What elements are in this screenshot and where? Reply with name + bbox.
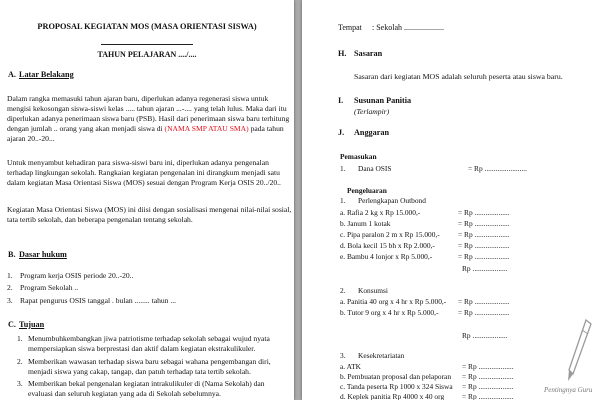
group-1-row-c-label: c. Pipa paralon 2 m x Rp 15.000,- bbox=[340, 230, 440, 239]
group-3-title: Kesekretariatan bbox=[358, 351, 405, 360]
latar-paragraph-1-line-2: mengisi kekosongan siswa-siswi kelas ..... tahun ajaran ...-.... yang telah lulus. Maka dari itu bbox=[7, 104, 287, 113]
group-2-subtotal: Rp ................... bbox=[462, 331, 508, 340]
pengeluaran-title: Pengeluaran bbox=[347, 186, 387, 195]
group-1-row-d-label: d. Bola kecil 15 bh x Rp 2.000,- bbox=[340, 241, 435, 250]
latar-paragraph-2-line-2: terhadap lingkungan sekolah. Rangkaian kegiatan pengenalan ini dirangkum menjadi satu bbox=[7, 168, 280, 177]
dasar-item-3-number: 3. bbox=[7, 296, 13, 305]
group-3-row-b-value: = Rp ................... bbox=[462, 372, 514, 381]
latar-paragraph-3-line-1: Kegiatan Masa Orientasi Siswa (MOS) ini diisi dengan sosialisasi mengenai nilai-nilai sosial, bbox=[7, 205, 292, 214]
section-a-title: Latar Belakang bbox=[19, 70, 74, 79]
group-2-row-a-value: = Rp ................... bbox=[458, 297, 510, 306]
group-3-number: 3. bbox=[340, 351, 346, 360]
dasar-item-3-text: Rapat pengurus OSIS tanggal . bulan ........ tahun ... bbox=[20, 296, 177, 305]
dasar-item-1-text: Program kerja OSIS periode 20..-20.. bbox=[20, 271, 134, 280]
group-3-row-b-label: b. Pembuatan proposal dan pelaporan bbox=[340, 372, 452, 381]
pen-icon bbox=[564, 318, 594, 386]
dasar-item-1-number: 1. bbox=[7, 271, 13, 280]
group-2-row-b-value: = Rp ................... bbox=[458, 308, 510, 317]
group-3-row-a-value: = Rp ................... bbox=[462, 362, 514, 371]
tujuan-item-1-line-2: mempersiapkan siswa berprestasi dan aktif dalam kegiatan ekstrakulikuler. bbox=[28, 344, 256, 353]
tujuan-item-2-number: 2. bbox=[17, 357, 23, 366]
group-1-number: 1. bbox=[340, 196, 346, 205]
group-2-title: Konsumsi bbox=[358, 286, 388, 295]
document-page-left bbox=[0, 0, 294, 400]
group-3-row-a-label: a. ATK bbox=[340, 362, 361, 371]
group-3-row-c-value: = Rp ................... bbox=[462, 382, 514, 391]
group-3-row-c-label: c. Tanda peserta Rp 1000 x 324 Siswa bbox=[340, 382, 453, 391]
group-1-row-d-value: = Rp ................... bbox=[458, 241, 510, 250]
latar-text-after: pada tahun bbox=[250, 124, 284, 133]
group-1-row-e-value: = Rp ................... bbox=[458, 252, 510, 261]
latar-paragraph-1-line-1: Dalam rangka memasuki tahun ajaran baru, diperlukan adanya regenerasi siswa untuk bbox=[7, 94, 269, 103]
section-i-number: I. bbox=[338, 96, 344, 105]
group-1-row-b-label: b. Janum 1 kotak bbox=[340, 219, 391, 228]
pemasukan-row-1-value: = Rp ....................... bbox=[468, 164, 527, 173]
latar-paragraph-1-line-5: ajaran 20..-20... bbox=[7, 134, 55, 143]
section-j-number: J. bbox=[338, 128, 345, 137]
dasar-item-2-number: 2. bbox=[7, 283, 13, 292]
group-1-row-a-label: a. Rafia 2 kg x Rp 15.000,- bbox=[340, 208, 421, 217]
pemasukan-row-1-number: 1. bbox=[340, 164, 346, 173]
group-1-row-b-value: = Rp ................... bbox=[458, 219, 510, 228]
proposal-subtitle: TAHUN PELAJARAN ..../.... bbox=[97, 50, 197, 59]
group-2-row-a-label: a. Panitia 40 org x 4 hr x Rp 5.000,- bbox=[340, 297, 447, 306]
section-a-number: A. bbox=[8, 70, 16, 79]
title-rule bbox=[101, 44, 193, 45]
tujuan-item-1-number: 1. bbox=[17, 334, 23, 343]
section-c-title: Tujuan bbox=[19, 320, 45, 329]
tujuan-item-3-number: 3. bbox=[17, 379, 23, 388]
group-3-row-d-label: d. Keplek panitia Rp 4000 x 40 org bbox=[340, 392, 445, 400]
group-1-row-a-value: = Rp ................... bbox=[458, 208, 510, 217]
section-h-number: H. bbox=[338, 49, 347, 58]
section-j-title: Anggaran bbox=[354, 128, 390, 137]
group-1-row-e-label: e. Bambu 4 lonjor x Rp 5.000,- bbox=[340, 252, 433, 261]
document-page-right bbox=[302, 0, 600, 400]
latar-text: dengan jumlah .. orang yang akan menjadi siswa di bbox=[7, 124, 163, 133]
latar-paragraph-1-line-3: diperlukan adanya penerimaan siswa baru (PSB). Hasil dari penerimaan siswa baru terhitung bbox=[7, 114, 290, 123]
pemasukan-row-1-label: Dana OSIS bbox=[358, 164, 392, 173]
latar-paragraph-2-line-3: dalam kegiatan Masa Orientasi Siswa (MOS) sesuai dengan Program Kerja OSIS 20../20.. bbox=[7, 178, 281, 187]
group-2-row-b-label: b. Tutor 9 org x 4 hr x Rp 5.000,- bbox=[340, 308, 439, 317]
latar-paragraph-2-line-1: Untuk menyambut kehadiran para siswa-siswi baru ini, diperlukan adanya pengenalan bbox=[7, 158, 269, 167]
susunan-note: (Terlampir) bbox=[354, 107, 390, 116]
section-b-title: Dasar hukum bbox=[19, 250, 67, 259]
tempat-label: Tempat bbox=[338, 23, 362, 32]
tujuan-item-3-line-1: Memberikan bekal pengenalan kegiatan intrakulikuler di (Nama Sekolah) dan bbox=[28, 379, 265, 388]
tujuan-item-3-line-2: evaluasi dan seluruh kegiatan yang ada di Sekolah sebelumnya. bbox=[28, 389, 221, 398]
group-3-row-d-value: = Rp ................... bbox=[462, 392, 514, 400]
section-c-number: C. bbox=[8, 320, 16, 329]
section-i-title: Susunan Panitia bbox=[354, 96, 412, 105]
school-name-placeholder: (NAMA SMP ATAU SMA) bbox=[164, 124, 249, 133]
sasaran-text: Sasaran dari kegiatan MOS adalah seluruh peserta atau siswa baru. bbox=[354, 72, 563, 81]
group-2-number: 2. bbox=[340, 286, 346, 295]
tempat-value: : Sekolah .................... bbox=[372, 23, 444, 32]
watermark-text: Pentingnya Guru bbox=[544, 386, 593, 394]
section-b-number: B. bbox=[8, 250, 16, 259]
tujuan-item-2-line-1: Memberikan wawasan terhadap siswa baru sebagai wahana pengembangan diri, bbox=[28, 357, 271, 366]
section-h-title: Sasaran bbox=[354, 49, 383, 58]
group-1-subtotal: Rp ................... bbox=[462, 264, 508, 273]
pemasukan-title: Pemasukan bbox=[340, 152, 377, 161]
group-1-title: Perlengkapan Outbond bbox=[358, 196, 426, 205]
tujuan-item-1-line-1: Menumbuhkembangkan jiwa patriotisme terhadap sekolah sebagai wujud nyata bbox=[28, 334, 270, 343]
group-1-row-c-value: = Rp ................... bbox=[458, 230, 510, 239]
proposal-title: PROPOSAL KEGIATAN MOS (MASA ORIENTASI SISWA) bbox=[37, 22, 257, 31]
tujuan-item-2-line-2: menjadi siswa yang cakap, tangap, dan patuh terhadap tata tertib sekolah. bbox=[28, 367, 251, 376]
latar-paragraph-1-line-4 bbox=[7, 124, 284, 134]
dasar-item-2-text: Program Sekolah .. bbox=[20, 283, 79, 292]
latar-paragraph-3-line-2: tata tertib sekolah, dan beberapa pengenalan tentang sekolah. bbox=[7, 215, 193, 224]
